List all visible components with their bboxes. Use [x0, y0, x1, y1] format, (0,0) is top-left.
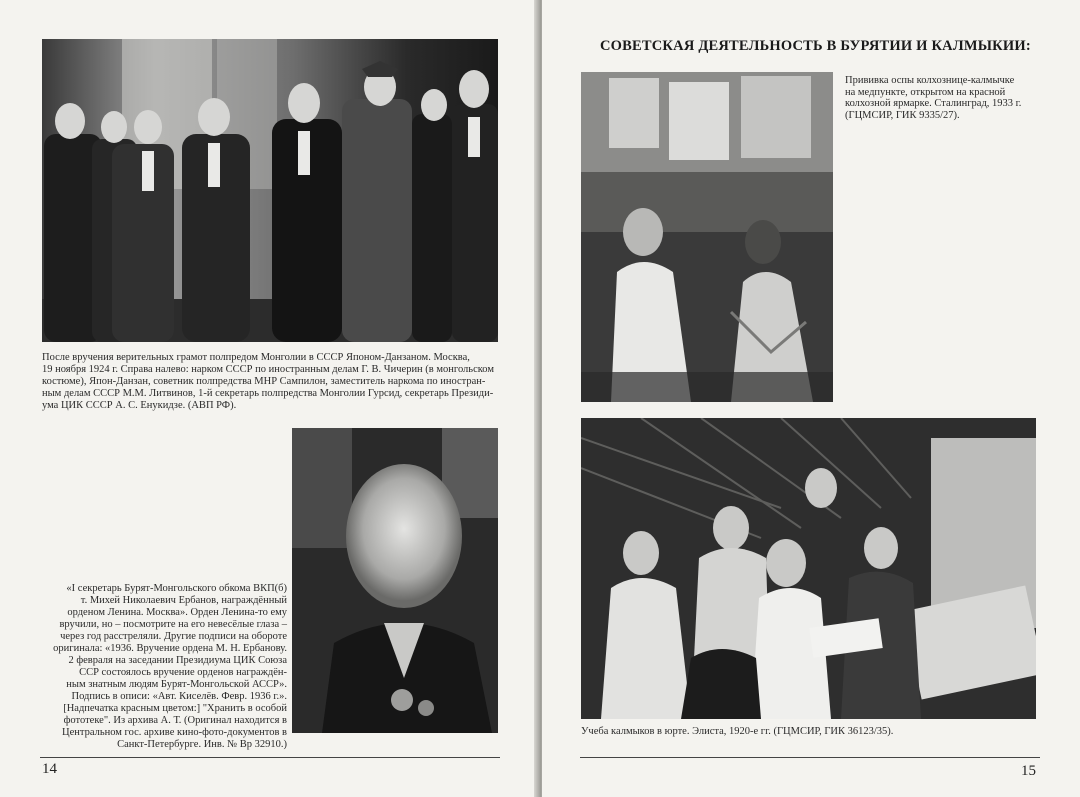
footer-rule — [580, 757, 1040, 758]
caption-line: ным делам СССР М.М. Литвинов, 1-й секретарь полпредства Монголии Гурсид, секретарь Президи- — [42, 388, 494, 399]
caption-line: вручили, но – посмотрите на его невесёлые глаза – — [59, 619, 287, 630]
caption-line: Санкт-Петербурге. Инв. № Вр 32910.) — [117, 739, 287, 750]
portrait-photo — [292, 428, 498, 733]
footer-rule — [40, 757, 500, 758]
caption-line: 19 ноября 1924 г. Справа налево: нарком СССР по иностранным делам Г. В. Чичерин (в монгольском — [42, 364, 495, 375]
vaccination-photo — [581, 72, 833, 402]
vaccination-caption — [845, 75, 1050, 121]
classroom-photo — [581, 418, 1036, 719]
caption-line: через год расстреляли. Другие подписи на обороте — [60, 631, 287, 642]
caption-line: колхозной ярмарке. Сталинград, 1933 г. — [845, 98, 1022, 109]
caption-line: Центральном гос. архиве кино-фото-документов в — [62, 727, 287, 738]
caption-line: 2 февраля на заседании Президиума ЦИК Союза — [68, 655, 287, 666]
classroom-caption — [581, 726, 1041, 738]
caption-line: Прививка оспы колхознице-калмычке — [845, 75, 1015, 86]
caption-line: Подпись в описи: «Авт. Киселёв. Февр. 1936 г.». — [71, 691, 287, 702]
caption-line: ным знатным людям Бурят-Монгольской АССР». — [66, 679, 287, 690]
caption-line: ССР состоялось вручение орденов награждён- — [79, 667, 287, 678]
section-heading: СОВЕТСКАЯ ДЕЯТЕЛЬНОСТЬ В БУРЯТИИ И КАЛМЫКИИ: — [600, 38, 1031, 54]
caption-line: фототеке". Из архива А. Т. (Оригинал находится в — [63, 715, 287, 726]
caption-line: т. Михей Николаевич Ербанов, награждённый — [80, 595, 287, 606]
caption-line: на медпункте, открытом на красной — [845, 86, 1006, 98]
group-portrait-caption — [42, 352, 502, 412]
left-page — [0, 0, 538, 797]
caption-line: [Надпечатка красным цветом:] "Хранить в особой — [63, 703, 287, 714]
page-number-left: 14 — [42, 761, 57, 777]
caption-line: Учеба калмыков в юрте. Элиста, 1920-е гг. (ГЦМСИР, ГИК 36123/35). — [581, 726, 894, 737]
caption-line: (ГЦМСИР, ГИК 9335/27). — [845, 109, 960, 121]
caption-line: костюме), Япон-Данзан, советник полпредства МНР Сампилон, заместитель наркома по иностран- — [42, 376, 486, 387]
caption-line: оригинала: «1936. Вручение ордена М. Н. Ербанову. — [53, 643, 287, 654]
caption-line: орденом Ленина. Москва». Орден Ленина-то ему — [67, 607, 287, 618]
caption-line: «I секретарь Бурят-Монгольского обкома ВКП(б) — [66, 583, 287, 594]
page-number-right: 15 — [1021, 763, 1036, 779]
caption-line: После вручения верительных грамот полпредом Монголии в СССР Японом-Данзаном. Москва, — [42, 352, 470, 363]
portrait-caption — [42, 583, 287, 751]
group-portrait-photo — [42, 39, 498, 342]
caption-line: ума ЦИК СССР А. С. Енукидзе. (АВП РФ). — [42, 400, 237, 411]
